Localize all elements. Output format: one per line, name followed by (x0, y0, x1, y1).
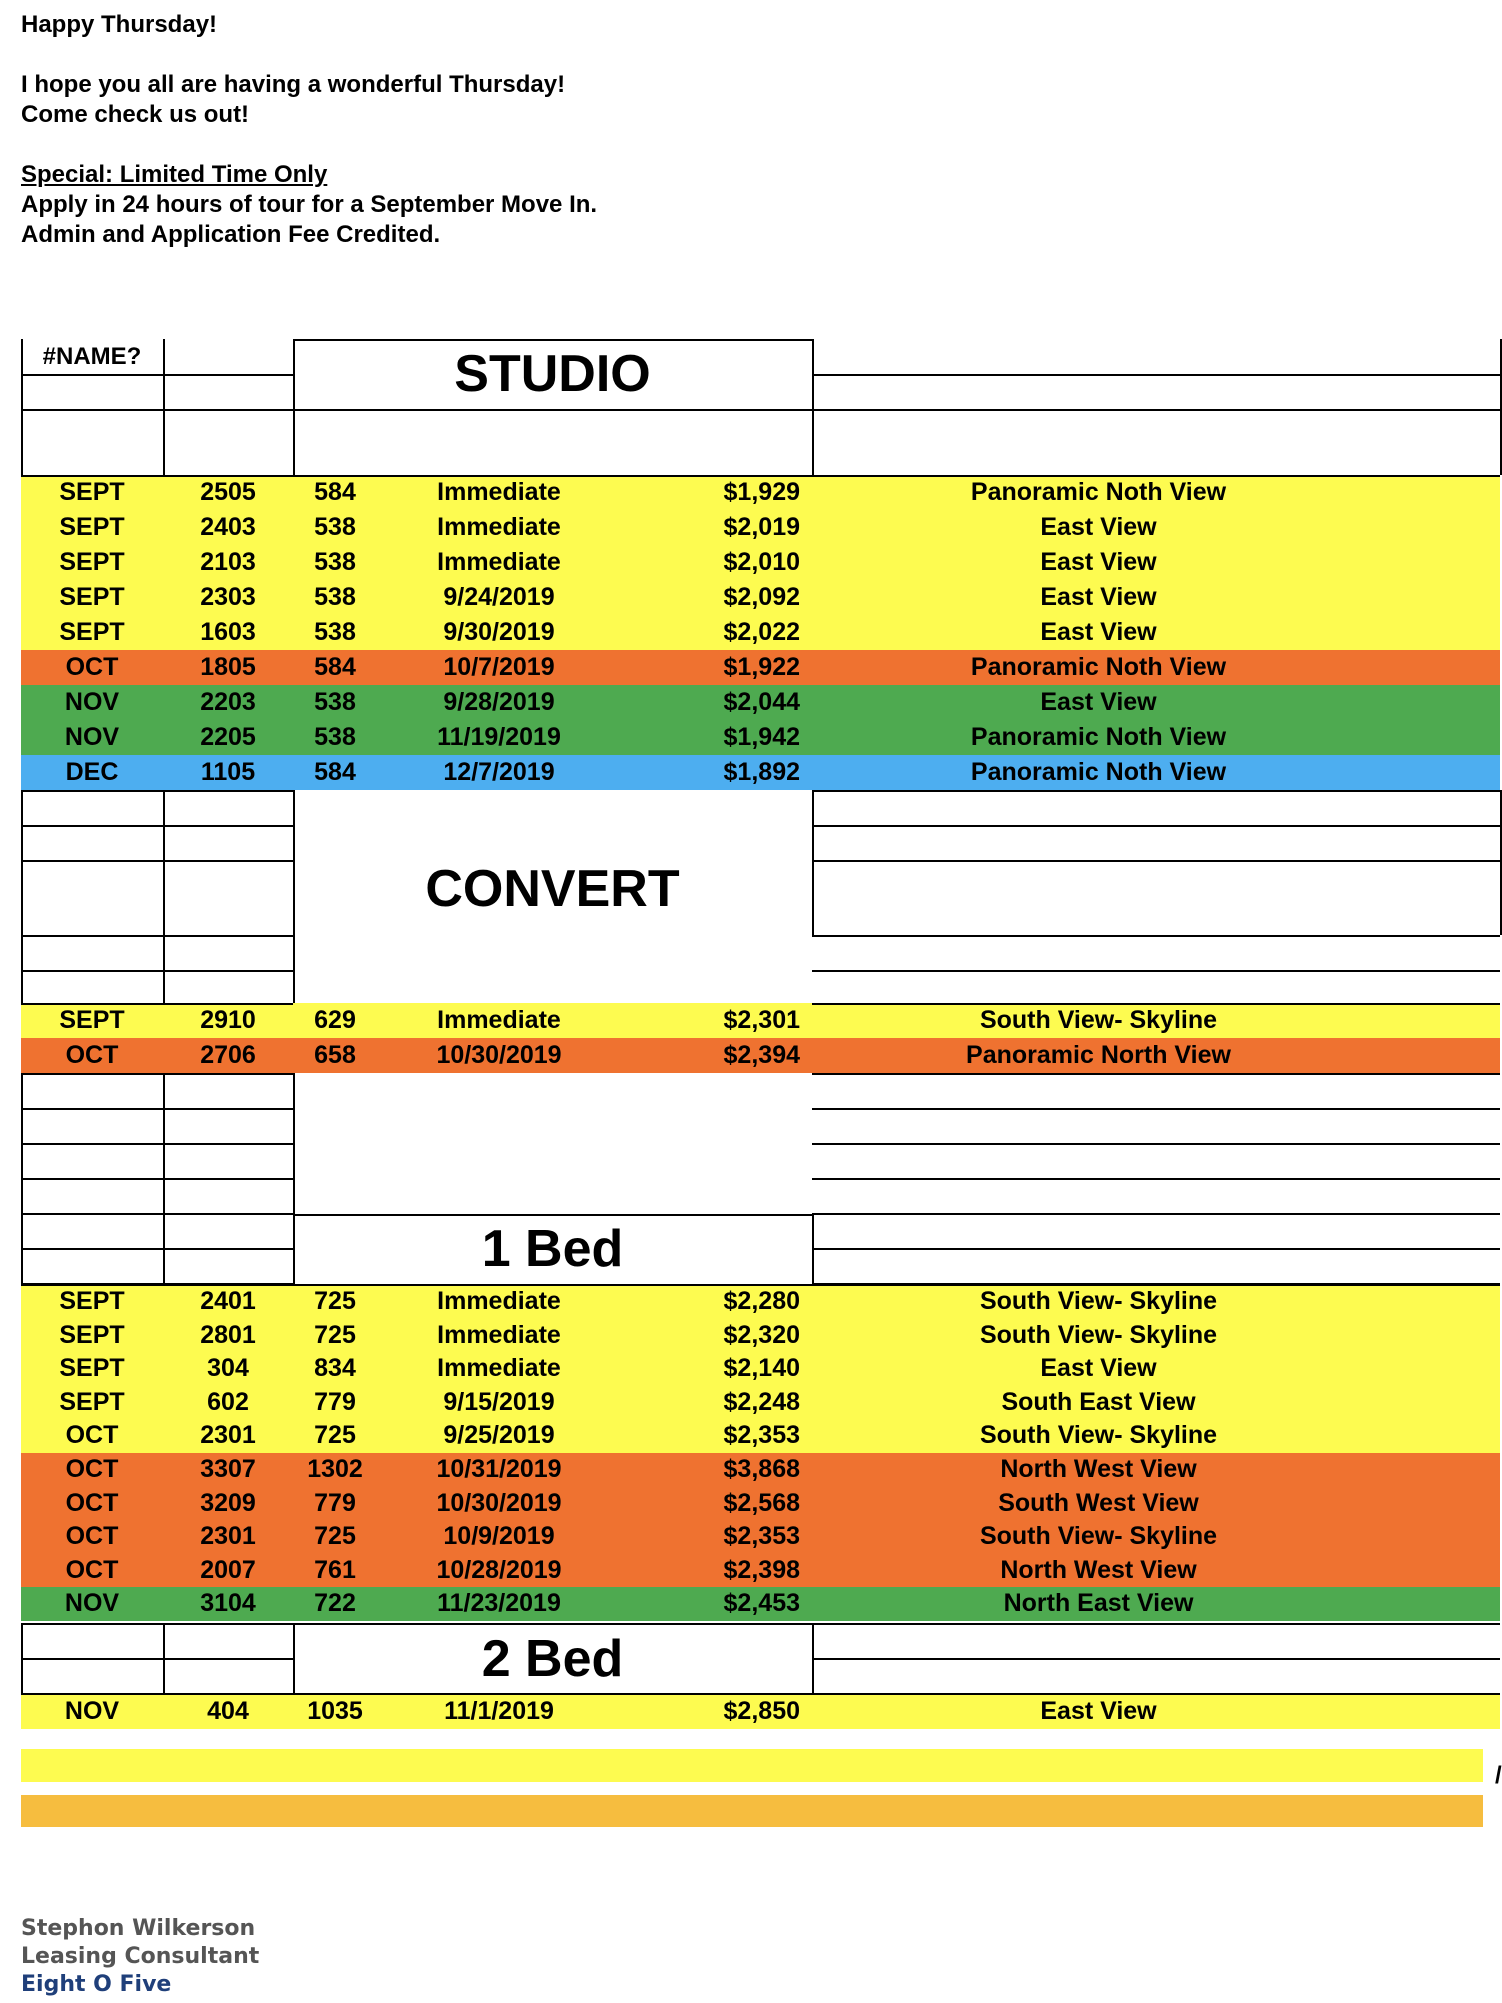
grid-line (812, 860, 1500, 862)
cell-view: Panoramic Noth View (970, 478, 1227, 506)
table-row (21, 615, 1500, 650)
cell-price: $2,092 (723, 583, 800, 611)
cell-unit: 2103 (200, 548, 256, 576)
cell-unit: 3209 (200, 1488, 256, 1517)
grid-line (163, 1073, 165, 1285)
cell-sqft: 725 (314, 1421, 356, 1450)
table-row (21, 1285, 1500, 1319)
grid-line (812, 1693, 1500, 1695)
table-row (21, 1419, 1500, 1453)
cell-month: OCT (65, 1555, 119, 1584)
cell-available: 11/19/2019 (437, 723, 561, 751)
cell-month: NOV (64, 1589, 120, 1618)
grid-line (21, 935, 293, 937)
cell-price: $1,942 (723, 723, 800, 751)
cell-view: South View- Skyline (979, 1421, 1218, 1450)
special-line-2: Admin and Application Fee Credited. (21, 221, 441, 248)
cell-sqft: 629 (314, 1006, 356, 1034)
cell-unit: 1105 (200, 758, 256, 786)
cell-unit: 1805 (200, 653, 256, 681)
table-row (21, 685, 1500, 720)
onebed-heading: 1 Bed (481, 1220, 624, 1278)
cell-view: South View- Skyline (979, 1006, 1218, 1034)
table-row (21, 1554, 1500, 1588)
cell-month: OCT (65, 653, 119, 681)
cell-available: Immediate (437, 548, 561, 576)
cell-view: South East View (1001, 1387, 1196, 1416)
grid-line (293, 339, 812, 341)
cell-unit: 2301 (200, 1522, 256, 1551)
grid-line (21, 1108, 293, 1110)
table-row (21, 475, 1500, 510)
cell-view: East View (1040, 688, 1157, 716)
grid-line (293, 1623, 295, 1693)
cell-unit: 2706 (200, 1041, 256, 1069)
special-line-1: Apply in 24 hours of tour for a September Move In. (21, 191, 598, 218)
cell-view: East View (1040, 1697, 1157, 1725)
twobed-heading: 2 Bed (481, 1630, 624, 1688)
cell-available: 12/7/2019 (443, 758, 555, 786)
grid-line (163, 790, 165, 1003)
cell-view: Panoramic Noth View (970, 653, 1227, 681)
cell-sqft: 779 (314, 1387, 356, 1416)
cell-available: Immediate (437, 1354, 561, 1383)
cell-available: 9/25/2019 (443, 1421, 555, 1450)
cell-price: $2,353 (723, 1522, 800, 1551)
grid-line (21, 1073, 23, 1285)
cell-view: South View- Skyline (979, 1320, 1218, 1349)
cell-view: North West View (1000, 1455, 1197, 1483)
cell-sqft: 538 (314, 688, 356, 716)
grid-line (812, 790, 814, 935)
grid-line (21, 1178, 293, 1180)
cell-available: Immediate (437, 1287, 561, 1315)
cell-sqft: 834 (314, 1354, 356, 1383)
cell-available: 10/7/2019 (443, 653, 555, 681)
signature (21, 1915, 259, 1999)
cell-price: $2,353 (723, 1421, 800, 1450)
convert-heading: CONVERT (425, 860, 680, 918)
grid-line (293, 1073, 295, 1285)
grid-line (293, 790, 295, 1003)
cell-month: SEPT (59, 478, 125, 506)
cell-available: 9/24/2019 (443, 583, 555, 611)
cell-month: SEPT (59, 548, 125, 576)
cell-available: 9/30/2019 (443, 618, 555, 646)
cell-view: South View- Skyline (979, 1287, 1218, 1315)
cell-month: OCT (65, 1488, 119, 1517)
grid-line (812, 970, 1500, 972)
cell-month: NOV (64, 688, 120, 716)
cell-sqft: 538 (314, 618, 356, 646)
cell-view: South West View (998, 1488, 1199, 1517)
cell-month: NOV (64, 723, 120, 751)
cell-sqft: 584 (314, 478, 356, 506)
grid-line (812, 825, 1500, 827)
cell-unit: 2403 (200, 513, 256, 541)
cell-sqft: 1035 (307, 1697, 363, 1725)
grid-line (21, 475, 1500, 477)
table-row (21, 1520, 1500, 1554)
cell-view: North West View (1000, 1555, 1197, 1584)
cell-month: SEPT (59, 1354, 125, 1383)
cell-available: 10/9/2019 (443, 1522, 555, 1551)
cell-unit: 3104 (200, 1589, 256, 1618)
signature-name: Stephon Wilkerson (21, 1916, 256, 1941)
cell-month: SEPT (59, 583, 125, 611)
cell-sqft: 584 (314, 758, 356, 786)
cell-view: East View (1040, 583, 1157, 611)
intro-text (21, 10, 597, 250)
signature-title: Leasing Consultant (21, 1944, 260, 1969)
cell-price: $1,922 (723, 653, 800, 681)
gold-bar (21, 1795, 1483, 1827)
grid-line (812, 374, 1500, 376)
cell-sqft: 1302 (307, 1455, 363, 1483)
grid-line (21, 339, 23, 475)
table-row (21, 1487, 1500, 1521)
grid-line (21, 860, 293, 862)
cell-unit: 1603 (200, 618, 256, 646)
cell-price: $2,248 (723, 1387, 800, 1416)
cell-sqft: 722 (314, 1589, 356, 1618)
cell-price: $2,140 (723, 1354, 800, 1383)
grid-line (293, 1214, 812, 1216)
cell-price: $2,394 (723, 1041, 800, 1069)
table-row (21, 720, 1500, 755)
cell-view: East View (1040, 1354, 1157, 1383)
grid-line (293, 1284, 812, 1286)
table-row (21, 1038, 1500, 1073)
cell-month: SEPT (59, 1387, 125, 1416)
table-row (21, 1386, 1500, 1420)
cell-price: $2,850 (723, 1697, 800, 1725)
table-row (21, 580, 1500, 615)
table-row (21, 1587, 1500, 1621)
grid-line (812, 1623, 1500, 1625)
cell-unit: 2007 (200, 1555, 256, 1584)
cell-unit: 602 (207, 1387, 249, 1416)
cell-month: NOV (64, 1697, 120, 1725)
grid-line (163, 1623, 165, 1693)
cell-price: $2,453 (723, 1589, 800, 1618)
grid-line (812, 409, 1500, 411)
table-row (21, 650, 1500, 685)
cell-price: $2,022 (723, 618, 800, 646)
grid-line (21, 1003, 293, 1005)
table-row (21, 1352, 1500, 1386)
cell-view: Panoramic Noth View (970, 723, 1227, 751)
cell-sqft: 538 (314, 548, 356, 576)
cell-month: OCT (65, 1421, 119, 1450)
cell-available: 11/1/2019 (444, 1697, 554, 1725)
cell-available: Immediate (437, 1320, 561, 1349)
cell-price: $2,320 (723, 1320, 800, 1349)
grid-line (812, 790, 1500, 792)
cell-unit: 404 (207, 1697, 249, 1725)
name-error-cell: #NAME? (42, 343, 142, 370)
signature-company: Eight O Five (21, 1972, 172, 1997)
grid-line (21, 1693, 293, 1695)
grid-line (163, 339, 165, 475)
cell-month: SEPT (59, 1320, 125, 1349)
cell-unit: 2303 (200, 583, 256, 611)
cell-month: SEPT (59, 513, 125, 541)
cell-available: Immediate (437, 513, 561, 541)
cell-month: SEPT (59, 1006, 125, 1034)
grid-line (812, 1108, 1500, 1110)
cell-available: Immediate (437, 1006, 561, 1034)
twobed-fill (21, 1749, 1483, 1782)
cell-available: 10/30/2019 (436, 1041, 562, 1069)
grid-line (21, 409, 293, 411)
table-row (21, 545, 1500, 580)
cell-available: 11/23/2019 (437, 1589, 561, 1618)
cell-unit: 2401 (200, 1287, 256, 1315)
cell-month: DEC (65, 758, 119, 786)
table-row (21, 1453, 1500, 1487)
cell-view: East View (1040, 618, 1157, 646)
cell-month: OCT (65, 1041, 119, 1069)
table-row (21, 510, 1500, 545)
cell-sqft: 658 (314, 1041, 356, 1069)
grid-line (293, 339, 295, 475)
cell-sqft: 725 (314, 1287, 356, 1315)
grid-line (21, 1213, 293, 1215)
cell-month: SEPT (59, 1287, 125, 1315)
cell-view: North East View (1003, 1589, 1194, 1618)
cell-available: 10/28/2019 (436, 1555, 562, 1584)
grid-line (812, 1248, 1500, 1250)
grid-line (812, 339, 814, 409)
cell-sqft: 538 (314, 583, 356, 611)
grid-line (293, 1623, 812, 1625)
grid-line (812, 1178, 1500, 1180)
cell-available: 10/31/2019 (436, 1455, 562, 1483)
grid-line (293, 1693, 812, 1695)
cell-available: 9/15/2019 (443, 1387, 555, 1416)
cell-price: $2,301 (723, 1006, 800, 1034)
cell-month: OCT (65, 1522, 119, 1551)
cell-price: $2,398 (723, 1555, 800, 1584)
cell-sqft: 725 (314, 1320, 356, 1349)
cell-sqft: 725 (314, 1522, 356, 1551)
cell-price: $2,568 (723, 1488, 800, 1517)
cell-unit: 3307 (200, 1455, 256, 1483)
table-row (21, 1319, 1500, 1353)
cell-view: Panoramic Noth View (970, 758, 1227, 786)
cell-price: $3,868 (723, 1455, 800, 1483)
grid-line (812, 1623, 814, 1693)
cell-month: SEPT (59, 618, 125, 646)
special-title: Special: Limited Time Only (21, 161, 328, 188)
cell-price: $1,929 (723, 478, 800, 506)
grid-line (293, 409, 812, 411)
table-row (21, 755, 1500, 790)
cell-available: 10/30/2019 (436, 1488, 562, 1517)
table-row (21, 1003, 1500, 1038)
grid-line (812, 1213, 1500, 1215)
grid-line (812, 1143, 1500, 1145)
cell-unit: 2203 (200, 688, 256, 716)
studio-heading: STUDIO (454, 345, 651, 403)
cell-sqft: 779 (314, 1488, 356, 1517)
fragment-glyph: / (1495, 1762, 1502, 1789)
cell-unit: 2505 (200, 478, 256, 506)
grid-line (21, 1623, 23, 1693)
cell-view: East View (1040, 548, 1157, 576)
cell-available: Immediate (437, 478, 561, 506)
grid-line (21, 790, 293, 792)
cell-view: East View (1040, 513, 1157, 541)
cell-available: 9/28/2019 (443, 688, 555, 716)
grid-line (21, 1623, 293, 1625)
grid-line (812, 1284, 1500, 1286)
grid-line (21, 970, 293, 972)
grid-line (812, 1073, 1500, 1075)
cell-price: $2,019 (723, 513, 800, 541)
cell-price: $2,280 (723, 1287, 800, 1315)
cell-sqft: 584 (314, 653, 356, 681)
greeting: Happy Thursday! (21, 11, 218, 38)
grid-line (21, 1284, 293, 1286)
table-row (21, 1694, 1500, 1729)
intro-line-2: Come check us out! (21, 101, 250, 128)
cell-unit: 2801 (200, 1320, 256, 1349)
cell-sqft: 761 (314, 1555, 356, 1584)
cell-view: South View- Skyline (979, 1522, 1218, 1551)
cell-price: $2,010 (723, 548, 800, 576)
cell-unit: 2910 (200, 1006, 256, 1034)
cell-sqft: 538 (314, 513, 356, 541)
grid-line (812, 1003, 1500, 1005)
intro-line-1: I hope you all are having a wonderful Thursday! (21, 71, 566, 98)
grid-line (21, 1073, 293, 1075)
grid-line (21, 1658, 293, 1660)
cell-month: OCT (65, 1455, 119, 1483)
cell-unit: 2301 (200, 1421, 256, 1450)
grid-line (21, 1248, 293, 1250)
cell-price: $2,044 (723, 688, 800, 716)
cell-view: Panoramic North View (966, 1041, 1231, 1069)
cell-price: $1,892 (723, 758, 800, 786)
cell-unit: 2205 (200, 723, 256, 751)
grid-line (812, 1658, 1500, 1660)
grid-line (812, 935, 1500, 937)
grid-line (21, 374, 293, 376)
grid-line (21, 790, 23, 1003)
grid-line (21, 825, 293, 827)
cell-unit: 304 (207, 1354, 249, 1383)
grid-line (21, 1143, 293, 1145)
cell-sqft: 538 (314, 723, 356, 751)
grid-line (812, 1214, 814, 1284)
